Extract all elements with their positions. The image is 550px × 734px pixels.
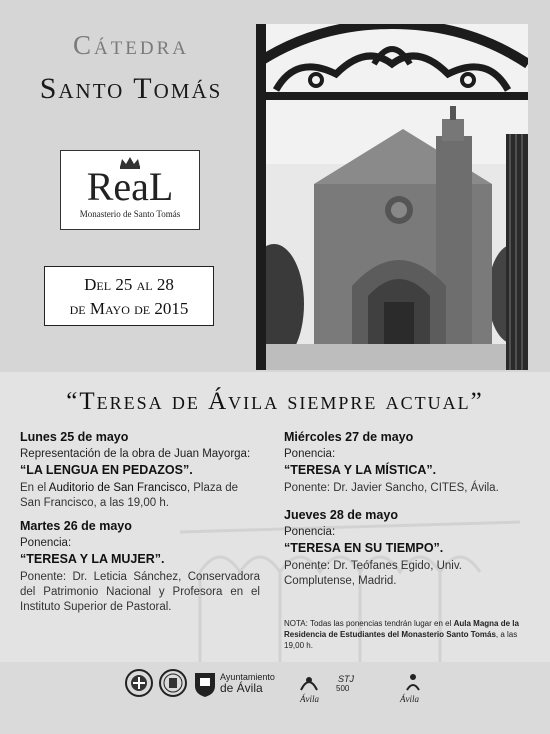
session-intro-tuesday: Ponencia: [20,537,72,549]
real-monasterio-logo [60,150,200,230]
session-info-monday [20,481,260,511]
avila-accesible-icon [402,672,424,694]
title-santo-tomas: Santo Tomás [39,72,223,105]
session-talk-thursday: “TERESA EN SU TIEMPO”. [284,541,444,555]
footnote [284,618,534,651]
session-day-monday: Lunes 25 de mayo [20,430,129,444]
session-day-wednesday: Miércoles 27 de mayo [284,430,414,444]
note-text-post: , a las 19,00 h. [284,630,518,650]
ayuntamiento-line-2: de Ávila [220,681,263,695]
info-post: , Plaza de San Francisco, a las 19,00 h. [20,482,239,509]
sponsor-logos [120,668,440,708]
session-intro-thursday: Ponencia: [284,526,336,538]
logo-subtitle: Monasterio de Santo Tomás [79,209,181,219]
event-slogan: “Teresa de Ávila siempre actual” [66,388,484,415]
date-range-box [44,266,214,326]
avila-label-2: Ávila [400,694,419,704]
ayuntamiento-label [220,672,275,695]
note-venue: Aula Magna de la Residencia de Estudiantes del Monasterio Santo Tomás [284,619,519,639]
session-talk-wednesday: “TERESA Y LA MÍSTICA”. [284,463,437,477]
monastery-photo [256,24,528,370]
avila-cultural-icon [298,672,320,694]
date-line-1: Del 25 al 28 [84,275,174,294]
session-talk-tuesday: “TERESA Y LA MUJER”. [20,552,165,566]
session-info-wednesday: Ponente: Dr. Javier Sancho, CITES, Ávila. [284,482,499,494]
logo-wordmark: ReaL [86,164,174,209]
title-catedra: Cátedra [72,30,190,60]
stj-year-label: 500 [336,684,350,693]
dominican-seal-icon [124,668,154,698]
session-info-tuesday: Ponente: Dr. Leticia Sánchez, Conservadora del Patrimonio Nacional y Profesora en el Instituto Superior de Pastoral. [20,571,260,613]
ayuntamiento-line-1: Ayuntamiento [220,672,275,682]
session-intro-wednesday: Ponencia: [284,448,336,460]
note-label: NOTA: [284,619,308,628]
session-intro-monday: Representación de la obra de Juan Mayorga: [20,448,251,460]
stj-label: STJ [338,674,355,684]
university-seal-icon [158,668,188,698]
program-column-left [20,430,260,615]
ayuntamiento-shield-icon [194,672,216,698]
session-info-thursday: Ponente: Dr. Teófanes Egido, Univ. Complutense, Madrid. [284,560,462,587]
avila-label-1: Ávila [300,694,319,704]
date-line-2: de Mayo de 2015 [69,299,189,318]
session-day-tuesday: Martes 26 de mayo [20,519,132,533]
session-talk-monday: “LA LENGUA EN PEDAZOS”. [20,463,193,477]
session-day-thursday: Jueves 28 de mayo [284,508,398,522]
monastery-photo-illustration [256,24,528,370]
note-text-pre: Todas las ponencias tendrán lugar en el [307,619,454,628]
info-venue: Auditorio de San Francisco [48,482,187,494]
info-pre: En el [20,482,49,494]
program-column-right [284,430,534,589]
